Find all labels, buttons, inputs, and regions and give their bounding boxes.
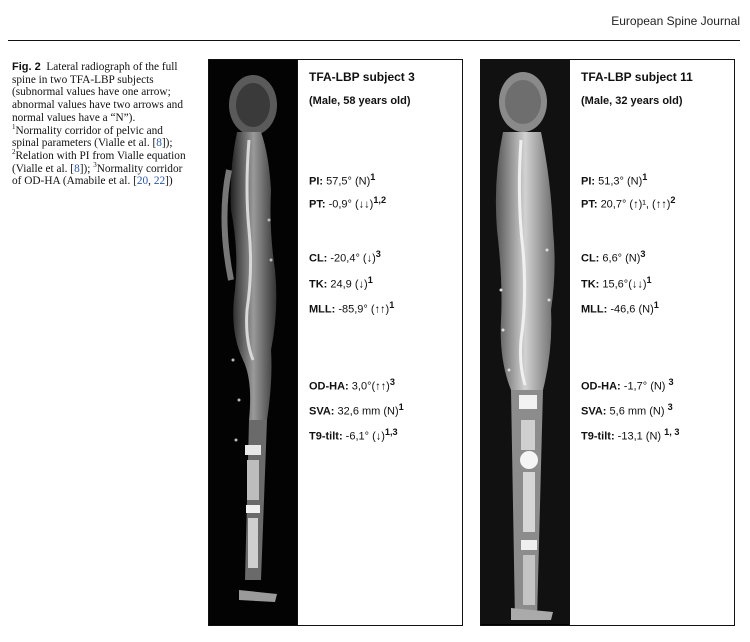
footnote-mark: 1 [12, 122, 16, 131]
param-value: -20,4° (↓) [330, 252, 376, 265]
reference-link[interactable]: 22 [153, 175, 166, 188]
param-note: 3 [640, 249, 646, 259]
param-value: 15,6°(↓↓) [602, 278, 647, 291]
param-value: -85,9° (↑↑) [338, 303, 390, 316]
subject-title: TFA-LBP subject 3 [309, 70, 415, 84]
param-name: T9-tilt: [581, 430, 615, 443]
footnote-text: Relation with PI from Vialle equation (Vialle et al. [ [12, 149, 186, 175]
param-note: 1,3 [384, 427, 398, 437]
param-value: -13,1 (N) [617, 430, 665, 443]
subject-subtitle: (Male, 32 years old) [581, 95, 683, 107]
param-name: MLL: [581, 303, 608, 316]
param-t9-tilt [581, 427, 730, 443]
footnote-text: ]); [79, 162, 91, 175]
subject-title: TFA-LBP subject 11 [581, 70, 693, 84]
param-name: OD-HA: [581, 380, 621, 393]
param-cl [309, 249, 458, 265]
figure-label: Fig. 2 [12, 61, 41, 73]
param-note: 1 [398, 402, 404, 412]
caption-text: Lateral radiograph of the full spine in two TFA-LBP subjects (subnormal values have one arrow; abnormal values have two arrows and normal values have a “N”). [12, 61, 183, 124]
param-value: 5,6 mm (N) [609, 405, 668, 418]
param-tk [309, 275, 458, 291]
param-note: 3 [375, 249, 381, 259]
param-sva [309, 402, 458, 418]
param-value: 20,7° (↑)¹, (↑↑) [600, 198, 671, 211]
radiograph-image [481, 60, 569, 625]
footnote-text: Normality corridor of OD-HA (Amabile et al. [ [12, 162, 183, 188]
footnote-mark: 3 [93, 160, 97, 169]
parameters-panel [297, 60, 462, 625]
param-name: PI: [581, 175, 596, 188]
param-sva [581, 402, 730, 418]
param-name: MLL: [309, 303, 336, 316]
param-note: 1 [642, 172, 648, 182]
param-mll [309, 300, 458, 316]
reference-link[interactable]: 8 [74, 162, 80, 175]
reference-link[interactable]: 20 [136, 175, 149, 188]
param-note: 3 [389, 377, 395, 387]
param-value: 24,9 (↓) [330, 278, 368, 291]
header-rule [8, 40, 740, 41]
param-name: TK: [581, 278, 600, 291]
param-value: -6,1° (↓) [345, 430, 385, 443]
param-name: PI: [309, 175, 324, 188]
param-note: 1 [367, 275, 373, 285]
param-name: PT: [581, 198, 598, 211]
param-pi [309, 172, 458, 188]
parameters-panel [569, 60, 734, 625]
param-name: OD-HA: [309, 380, 349, 393]
footnote-text: , [148, 175, 154, 188]
param-value: -46,6 (N) [610, 303, 654, 316]
param-note: 1,2 [373, 195, 387, 205]
param-value: -0,9° (↓↓) [328, 198, 374, 211]
param-pt [309, 195, 458, 211]
param-pt [581, 195, 730, 211]
param-cl [581, 249, 730, 265]
radiograph-image [209, 60, 297, 625]
param-name: SVA: [581, 405, 607, 418]
param-value: 6,6° (N) [602, 252, 641, 265]
param-name: PT: [309, 198, 326, 211]
footnote-text: Normality corridor of pelvic and spinal parameters (Vialle et al. [ [12, 124, 163, 150]
param-value: 32,6 mm (N) [337, 405, 399, 418]
param-note: 3 [668, 377, 674, 387]
footnote-text: ]) [165, 175, 173, 188]
param-note: 1 [370, 172, 376, 182]
param-value: -1,7° (N) [623, 380, 669, 393]
param-value: 51,3° (N) [598, 175, 643, 188]
param-value: 3,0°(↑↑) [351, 380, 390, 393]
param-note: 1 [389, 300, 395, 310]
param-note: 2 [670, 195, 676, 205]
subject-subtitle: (Male, 58 years old) [309, 95, 411, 107]
param-name: TK: [309, 278, 328, 291]
param-od-ha [581, 377, 730, 393]
subject-panel [480, 59, 735, 626]
radiograph-drawing [209, 60, 297, 624]
param-od-ha [309, 377, 458, 393]
param-name: T9-tilt: [309, 430, 343, 443]
param-note: 3 [667, 402, 673, 412]
footnote-mark: 2 [12, 148, 16, 157]
param-t9-tilt [309, 427, 458, 443]
param-name: CL: [581, 252, 600, 265]
param-name: SVA: [309, 405, 335, 418]
param-name: CL: [309, 252, 328, 265]
journal-header: European Spine Journal [611, 14, 740, 28]
figure-caption [12, 61, 188, 188]
footnote-text: ]); [161, 137, 173, 150]
param-note: 1 [646, 275, 652, 285]
param-note: 1 [653, 300, 659, 310]
subject-panel [208, 59, 463, 626]
param-mll [581, 300, 730, 316]
param-tk [581, 275, 730, 291]
param-note: 1, 3 [664, 427, 680, 437]
param-value: 57,5° (N) [326, 175, 371, 188]
reference-link[interactable]: 8 [156, 137, 162, 150]
radiograph-drawing [481, 60, 569, 624]
param-pi [581, 172, 730, 188]
